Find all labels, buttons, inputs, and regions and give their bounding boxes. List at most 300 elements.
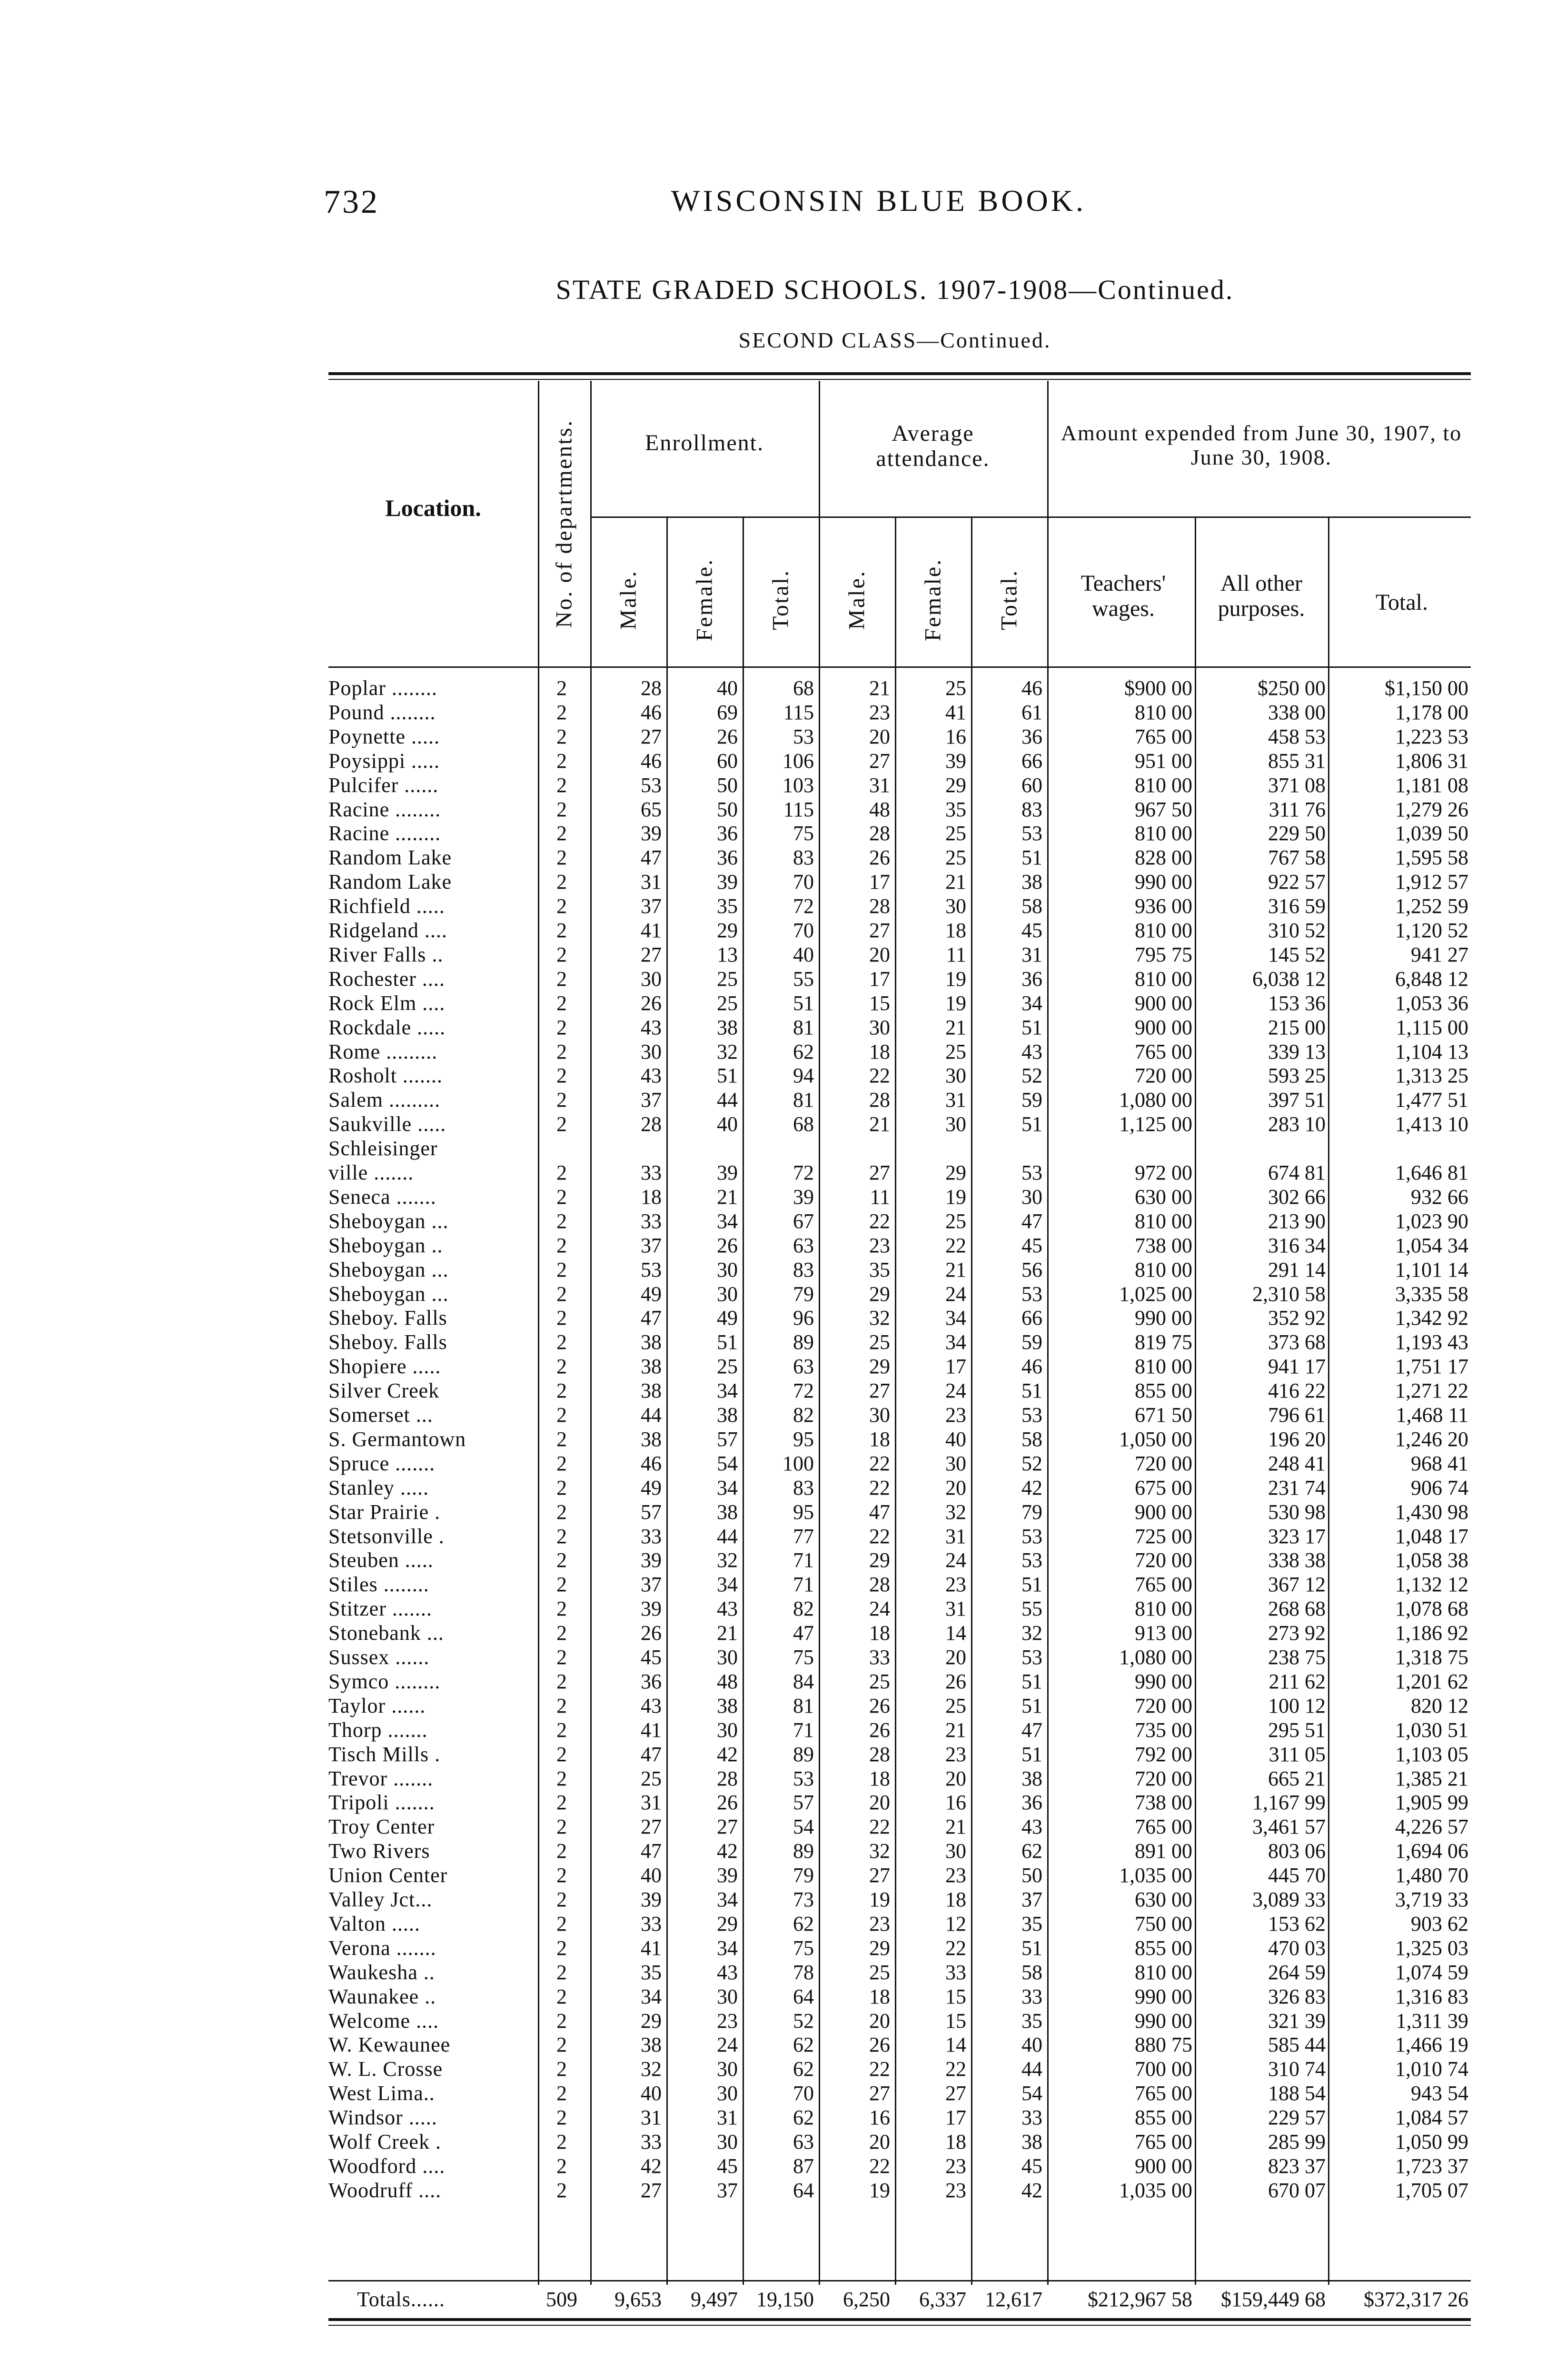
amount-total-cell: 1,246 20 <box>1395 1428 1468 1451</box>
attend-female-cell: 21 <box>945 870 966 893</box>
attend-male-cell: 26 <box>869 1718 890 1742</box>
teachers-wages-cell: 765 00 <box>1135 2130 1192 2153</box>
enroll-male-cell: 25 <box>641 1767 662 1790</box>
location-cell: Valton ..... <box>328 1912 420 1935</box>
enroll-total-cell: 87 <box>793 2154 814 2178</box>
attend-total-cell: 33 <box>1021 2106 1042 2129</box>
other-purposes-cell: $250 00 <box>1258 676 1326 700</box>
table-title: STATE GRADED SCHOOLS. 1907-1908—Continued. <box>555 274 1234 305</box>
enroll-total-cell: 89 <box>793 1330 814 1354</box>
departments-cell: 2 <box>556 1258 567 1281</box>
departments-cell: 2 <box>556 1330 567 1354</box>
attend-female-cell: 25 <box>945 822 966 845</box>
attend-male-cell: 35 <box>869 1258 890 1281</box>
attend-female-cell: 25 <box>945 846 966 869</box>
amount-total-cell: 1,252 59 <box>1395 894 1468 918</box>
attendance-header: Average attendance. <box>876 421 990 471</box>
enroll-male-cell: 29 <box>641 2009 662 2033</box>
other-purposes-cell: 196 20 <box>1268 1428 1326 1451</box>
attend-male-cell: 25 <box>869 1670 890 1693</box>
enroll-female-cell: 38 <box>717 1694 738 1717</box>
enroll-female-cell: 57 <box>717 1428 738 1451</box>
enroll-male-cell: 32 <box>641 2057 662 2081</box>
attend-total-cell: 51 <box>1021 1743 1042 1766</box>
enroll-female-cell: 60 <box>717 749 738 773</box>
other-purposes-cell: 470 03 <box>1268 1936 1326 1960</box>
other-purposes-cell: 311 05 <box>1269 1743 1326 1766</box>
attend-male-cell: 22 <box>869 2057 890 2081</box>
totals-label: Totals...... <box>357 2288 445 2311</box>
departments-cell: 2 <box>556 1088 567 1111</box>
attend-female-cell: 18 <box>945 1888 966 1911</box>
other-purposes-cell: 316 34 <box>1268 1234 1326 1257</box>
departments-cell: 2 <box>556 701 567 724</box>
enroll-male-cell: 40 <box>641 2082 662 2105</box>
enroll-total-cell: 83 <box>793 846 814 869</box>
teachers-wages-cell: 810 00 <box>1135 822 1192 845</box>
attend-female-cell: 35 <box>945 798 966 821</box>
other-purposes-cell: 229 57 <box>1268 2106 1326 2129</box>
departments-cell: 2 <box>556 1985 567 2008</box>
table-row <box>328 2009 1471 2033</box>
enroll-total-cell: 79 <box>793 1282 814 1306</box>
table-subtitle: SECOND CLASS—Continued. <box>738 328 1051 352</box>
other-purposes-cell: 211 62 <box>1269 1670 1326 1693</box>
table-row <box>328 1887 1471 1912</box>
attend-female-cell: 12 <box>945 1912 966 1935</box>
other-purposes-cell: 1,167 99 <box>1252 1791 1326 1814</box>
departments-cell: 2 <box>556 1694 567 1717</box>
location-cell: West Lima.. <box>328 2082 435 2105</box>
enroll-male-cell: 37 <box>641 1573 662 1596</box>
other-purposes-cell: 670 07 <box>1268 2179 1326 2202</box>
location-cell: Stitzer ....... <box>328 1597 432 1620</box>
amount-total-cell: 1,480 70 <box>1395 1864 1468 1887</box>
teachers-wages-cell: 765 00 <box>1135 725 1192 748</box>
attend-female-cell: 34 <box>945 1306 966 1329</box>
amount-total-cell: 1,646 81 <box>1395 1161 1468 1184</box>
table-row <box>328 1063 1471 1088</box>
departments-cell: 2 <box>556 1234 567 1257</box>
table-row <box>328 1984 1471 2009</box>
attend-female-cell: 41 <box>945 701 966 724</box>
other-purposes-cell: 3,089 33 <box>1252 1888 1326 1911</box>
table-row <box>328 700 1471 725</box>
table-row <box>328 1500 1471 1525</box>
teachers-wages-cell: 990 00 <box>1135 1306 1192 1329</box>
teachers-wages-cell: 900 00 <box>1135 1500 1192 1524</box>
enroll-female-cell: 25 <box>717 967 738 991</box>
attend-total-cell: 53 <box>1021 1161 1042 1184</box>
enroll-total-cell: 83 <box>793 1476 814 1499</box>
attend-male-cell: 28 <box>869 1088 890 1111</box>
location-cell: Racine ........ <box>328 822 441 845</box>
amount-total-cell: 1,905 99 <box>1395 1791 1468 1814</box>
departments-cell: 2 <box>556 943 567 966</box>
enroll-female-cell: 51 <box>717 1330 738 1354</box>
enroll-total-cell: 94 <box>793 1064 814 1087</box>
enroll-male-cell: 65 <box>641 798 662 821</box>
location-cell: Waunakee .. <box>328 1985 436 2008</box>
location-cell: Sheboy. Falls <box>328 1306 447 1329</box>
enroll-female-cell: 48 <box>717 1670 738 1693</box>
departments-cell: 2 <box>556 2154 567 2178</box>
departments-cell: 2 <box>556 846 567 869</box>
table-row <box>328 1742 1471 1767</box>
enroll-female-cell: 34 <box>717 1573 738 1596</box>
location-cell: Taylor ...... <box>328 1694 426 1717</box>
attend-male-cell: 23 <box>869 701 890 724</box>
location-cell: Random Lake <box>328 846 452 869</box>
attend-female-cell: 31 <box>945 1525 966 1548</box>
attend-total-cell: 51 <box>1021 1379 1042 1402</box>
location-cell: Ridgeland .... <box>328 919 447 942</box>
attend-male-cell: 27 <box>869 1864 890 1887</box>
amount-total-cell: 1,023 90 <box>1395 1210 1468 1233</box>
departments-cell: 2 <box>556 1888 567 1911</box>
teachers-wages-cell: 810 00 <box>1135 1961 1192 1984</box>
teachers-wages-cell: 855 00 <box>1135 1379 1192 1402</box>
attend-total-cell: 52 <box>1021 1064 1042 1087</box>
location-cell: ville ....... <box>328 1161 414 1184</box>
amount-total-cell: 1,078 68 <box>1395 1597 1468 1620</box>
other-purposes-cell: 338 38 <box>1268 1548 1326 1572</box>
amount-header: Amount expended from June 30, 1907, to June 30, 1908. <box>1060 421 1462 469</box>
enroll-total-cell: 52 <box>793 2009 814 2033</box>
table-row <box>328 1354 1471 1379</box>
enroll-total-cell: 53 <box>793 725 814 748</box>
departments-cell: 2 <box>556 2106 567 2129</box>
other-purposes-cell: 323 17 <box>1268 1525 1326 1548</box>
amount-total-cell: 1,751 17 <box>1395 1355 1468 1378</box>
other-purposes-cell: 326 83 <box>1268 1985 1326 2008</box>
table-row <box>328 2178 1471 2203</box>
attend-male-cell: 25 <box>869 1961 890 1984</box>
amount-total-cell: 4,226 57 <box>1395 1815 1468 1838</box>
enroll-female-cell: 42 <box>717 1743 738 1766</box>
enroll-total-cell: 106 <box>783 749 814 773</box>
amount-total-cell: 1,039 50 <box>1395 822 1468 845</box>
amount-total-cell: 1,053 36 <box>1395 992 1468 1015</box>
departments-cell: 2 <box>556 992 567 1015</box>
departments-cell: 2 <box>556 798 567 821</box>
location-cell: Sheboy. Falls <box>328 1330 447 1354</box>
attend-total-cell: 35 <box>1021 1912 1042 1935</box>
enroll-total-cell: 100 <box>783 1452 814 1475</box>
amount-total-cell: 1,050 99 <box>1395 2130 1468 2153</box>
enroll-male-cell: 31 <box>641 1791 662 1814</box>
enroll-total-cell: 62 <box>793 2033 814 2056</box>
location-cell: Saukville ..... <box>328 1112 446 1136</box>
enroll-female-cell: 50 <box>717 798 738 821</box>
enroll-male-cell: 28 <box>641 1112 662 1136</box>
enroll-female-cell: 24 <box>717 2033 738 2056</box>
enroll-male-cell: 34 <box>641 1985 662 2008</box>
location-cell: Stiles ........ <box>328 1573 429 1596</box>
attend-male-cell: 16 <box>869 2106 890 2129</box>
teachers-wages-cell: 765 00 <box>1135 1040 1192 1063</box>
teachers-wages-cell: 900 00 <box>1135 1016 1192 1039</box>
enroll-male-cell: 26 <box>641 1621 662 1645</box>
enroll-total-cell: 78 <box>793 1961 814 1984</box>
attend-total-cell: 58 <box>1021 894 1042 918</box>
enroll-male-cell: 39 <box>641 1597 662 1620</box>
table-row <box>328 1718 1471 1743</box>
enroll-total-cell: 55 <box>793 967 814 991</box>
attend-male-cell: 18 <box>869 1985 890 2008</box>
bottom-rule <box>328 2318 1471 2321</box>
amount-total-cell: 1,271 22 <box>1395 1379 1468 1402</box>
table-row <box>328 676 1471 701</box>
enroll-male-cell: 27 <box>641 2179 662 2202</box>
enroll-female-cell: 25 <box>717 1355 738 1378</box>
attend-female-cell: 20 <box>945 1767 966 1790</box>
attend-total-cell: 40 <box>1021 2033 1042 2056</box>
enroll-total-cell: 103 <box>783 774 814 797</box>
attend-female-cell: 18 <box>945 919 966 942</box>
amount-total-cell: 1,010 74 <box>1395 2057 1468 2081</box>
enroll-total-cell: 64 <box>793 2179 814 2202</box>
attend-female-cell: 11 <box>946 943 966 966</box>
other-purposes-cell: 445 70 <box>1268 1864 1326 1887</box>
enroll-male-cell: 43 <box>641 1694 662 1717</box>
enroll-total-cell: 39 <box>793 1185 814 1209</box>
other-purposes-cell: 367 12 <box>1268 1573 1326 1596</box>
enroll-total-cell: 51 <box>793 992 814 1015</box>
other-purposes-header: All other purposes. <box>1218 571 1305 621</box>
teachers-wages-cell: 630 00 <box>1135 1185 1192 1209</box>
other-purposes-cell: 922 57 <box>1268 870 1326 893</box>
teachers-wages-cell: 1,035 00 <box>1119 2179 1192 2202</box>
other-purposes-cell: 941 17 <box>1268 1355 1326 1378</box>
location-cell: Pulcifer ...... <box>328 774 439 797</box>
attend-female-cell: 17 <box>945 2106 966 2129</box>
attend-total-cell: 55 <box>1021 1597 1042 1620</box>
enroll-total-cell: 82 <box>793 1403 814 1427</box>
attend-total-cell: 32 <box>1021 1621 1042 1645</box>
table-row <box>328 1669 1471 1694</box>
table-row <box>328 2033 1471 2057</box>
other-purposes-cell: 283 10 <box>1268 1112 1326 1136</box>
enroll-total-cell: 75 <box>793 1936 814 1960</box>
departments-cell: 2 <box>556 1282 567 1306</box>
attend-male-cell: 27 <box>869 749 890 773</box>
other-purposes-cell: 213 90 <box>1268 1210 1326 1233</box>
table-row <box>328 1185 1471 1210</box>
departments-cell: 2 <box>556 2009 567 2033</box>
enroll-male-cell: 30 <box>641 1040 662 1063</box>
amount-total-cell: 1,103 05 <box>1395 1743 1468 1766</box>
table-row <box>328 870 1471 894</box>
attend-total-cell: 53 <box>1021 1525 1042 1548</box>
teachers-wages-cell: 900 00 <box>1135 992 1192 1015</box>
table-row <box>328 1960 1471 1985</box>
attend-female-cell: 23 <box>945 1573 966 1596</box>
table-row <box>328 1427 1471 1452</box>
attend-total-cell: 37 <box>1021 1888 1042 1911</box>
other-purposes-cell: 371 08 <box>1268 774 1326 797</box>
amount-total-cell: 1,084 57 <box>1395 2106 1468 2129</box>
enroll-female-cell: 44 <box>717 1525 738 1548</box>
attend-total-cell: 52 <box>1021 1452 1042 1475</box>
location-cell: Seneca ....... <box>328 1185 436 1209</box>
attend-male-cell: 20 <box>869 2130 890 2153</box>
attend-total-cell: 79 <box>1021 1500 1042 1524</box>
amount-total-cell: 1,054 34 <box>1395 1234 1468 1257</box>
location-cell: Woodford .... <box>328 2154 446 2178</box>
amount-total-cell: 1,030 51 <box>1395 1718 1468 1742</box>
table-row <box>328 1548 1471 1573</box>
location-cell: Woodruff .... <box>328 2179 442 2202</box>
departments-cell: 2 <box>556 1718 567 1742</box>
amount-total-cell: 1,313 25 <box>1395 1064 1468 1087</box>
other-purposes-cell: 796 61 <box>1268 1403 1326 1427</box>
attend-male-cell: 26 <box>869 846 890 869</box>
teachers-wages-cell: 1,125 00 <box>1119 1112 1192 1136</box>
attend-female-cell: 23 <box>945 2179 966 2202</box>
table-row <box>328 1572 1471 1597</box>
table-row <box>328 1645 1471 1670</box>
enroll-total-cell: 68 <box>793 676 814 700</box>
amount-total-cell: 943 54 <box>1411 2082 1468 2105</box>
table-row <box>328 1112 1471 1137</box>
departments-cell: 2 <box>556 1064 567 1087</box>
attend-female-cell: 23 <box>945 1864 966 1887</box>
amount-total-cell: 1,048 17 <box>1395 1525 1468 1548</box>
totals-rule <box>328 2280 1471 2281</box>
attend-total-cell: 46 <box>1021 676 1042 700</box>
location-cell: Richfield ..... <box>328 894 445 918</box>
amount-total-cell: 968 41 <box>1411 1452 1468 1475</box>
attend-female-cell: 24 <box>945 1282 966 1306</box>
departments-cell: 2 <box>556 1815 567 1838</box>
location-cell: Windsor ..... <box>328 2106 437 2129</box>
location-cell: Rochester .... <box>328 967 445 991</box>
attend-female-cell: 31 <box>945 1088 966 1111</box>
enroll-total-cell: 115 <box>783 701 814 724</box>
attend-total-cell: 53 <box>1021 1403 1042 1427</box>
enroll-female-cell: 34 <box>717 1379 738 1402</box>
enroll-female-cell: 13 <box>717 943 738 966</box>
teachers-wages-cell: 738 00 <box>1135 1234 1192 1257</box>
attend-female-cell: 21 <box>945 1258 966 1281</box>
enroll-male-cell: 43 <box>641 1064 662 1087</box>
teachers-wages-cell: 720 00 <box>1135 1452 1192 1475</box>
table-row <box>328 894 1471 919</box>
amount-total-cell: 941 27 <box>1411 943 1468 966</box>
location-cell: Silver Creek <box>328 1379 440 1402</box>
table-row <box>328 1863 1471 1888</box>
departments-cell: 2 <box>556 967 567 991</box>
enroll-female-cell: 32 <box>717 1548 738 1572</box>
attend-total-cell: 36 <box>1021 1791 1042 1814</box>
attend-male-cell: 30 <box>869 1016 890 1039</box>
teachers-wages-cell: 936 00 <box>1135 894 1192 918</box>
location-cell: Troy Center <box>328 1815 435 1838</box>
enroll-total-text: Total. <box>768 569 793 630</box>
departments-cell: 2 <box>556 2057 567 2081</box>
other-purposes-cell: 295 51 <box>1268 1718 1326 1742</box>
enroll-total-cell: 71 <box>793 1573 814 1596</box>
amount-total-cell: 1,120 52 <box>1395 919 1468 942</box>
attend-female-cell: 23 <box>945 2154 966 2178</box>
amount-total-cell: 1,413 10 <box>1395 1112 1468 1136</box>
location-cell: Random Lake <box>328 870 452 893</box>
totals-amount-total: $372,317 26 <box>1364 2288 1468 2311</box>
attend-female-cell: 30 <box>945 1064 966 1087</box>
teachers-wages-cell: 810 00 <box>1135 1210 1192 1233</box>
other-purposes-cell: 248 41 <box>1268 1452 1326 1475</box>
enroll-total-cell: 79 <box>793 1864 814 1887</box>
attend-male-cell: 27 <box>869 1379 890 1402</box>
enroll-male-cell: 38 <box>641 1355 662 1378</box>
enroll-female-cell: 44 <box>717 1088 738 1111</box>
enroll-female-cell: 50 <box>717 774 738 797</box>
totals-departments: 509 <box>546 2288 577 2311</box>
departments-cell: 2 <box>556 1379 567 1402</box>
location-cell: Shopiere ..... <box>328 1355 441 1378</box>
attend-female-cell: 14 <box>945 1621 966 1645</box>
totals-row <box>328 2287 1471 2312</box>
enroll-male-cell: 41 <box>641 1936 662 1960</box>
table-row <box>328 1815 1471 1839</box>
enroll-male-text: Male. <box>615 570 641 630</box>
attend-female-cell: 29 <box>945 1161 966 1184</box>
teachers-wages-cell: 810 00 <box>1135 701 1192 724</box>
location-cell: Pound ........ <box>328 701 436 724</box>
attend-male-cell: 32 <box>869 1306 890 1329</box>
attend-total-cell: 31 <box>1021 943 1042 966</box>
amount-total-cell: 1,181 08 <box>1395 774 1468 797</box>
attend-total-cell: 53 <box>1021 1282 1042 1306</box>
enroll-total-cell: 84 <box>793 1670 814 1693</box>
enroll-total-cell: 62 <box>793 2057 814 2081</box>
other-purposes-cell: 188 54 <box>1268 2082 1326 2105</box>
table-row <box>328 1282 1471 1307</box>
other-purposes-cell: 458 53 <box>1268 725 1326 748</box>
other-purposes-cell: 767 58 <box>1268 846 1326 869</box>
attend-total-cell: 50 <box>1021 1864 1042 1887</box>
attend-total-cell: 51 <box>1021 1112 1042 1136</box>
enroll-total-cell: 77 <box>793 1525 814 1548</box>
enroll-male-cell: 45 <box>641 1646 662 1669</box>
departments-cell: 2 <box>556 1452 567 1475</box>
location-cell: Rockdale ..... <box>328 1016 446 1039</box>
totals-enroll-male: 9,653 <box>614 2288 662 2311</box>
enroll-total-cell: 72 <box>793 894 814 918</box>
attend-female-cell: 25 <box>945 1210 966 1233</box>
enroll-total-cell: 72 <box>793 1161 814 1184</box>
departments-cell: 2 <box>556 725 567 748</box>
enroll-female-cell: 23 <box>717 2009 738 2033</box>
amount-total-cell: 1,318 75 <box>1395 1646 1468 1669</box>
other-purposes-cell: 316 59 <box>1268 894 1326 918</box>
other-purposes-cell: 674 81 <box>1268 1161 1326 1184</box>
attend-male-cell: 19 <box>869 2179 890 2202</box>
enroll-female-cell: 43 <box>717 1597 738 1620</box>
attend-male-cell: 25 <box>869 1330 890 1354</box>
enroll-total-cell: 67 <box>793 1210 814 1233</box>
location-cell: Poysippi ..... <box>328 749 440 773</box>
attend-male-cell: 48 <box>869 798 890 821</box>
attend-female-cell: 30 <box>945 1452 966 1475</box>
enroll-total-cell: 81 <box>793 1694 814 1717</box>
location-cell: Poynette ..... <box>328 725 440 748</box>
enroll-total-cell: 95 <box>793 1500 814 1524</box>
enroll-total-cell: 82 <box>793 1597 814 1620</box>
enroll-total-cell: 64 <box>793 1985 814 2008</box>
table-row <box>328 845 1471 870</box>
